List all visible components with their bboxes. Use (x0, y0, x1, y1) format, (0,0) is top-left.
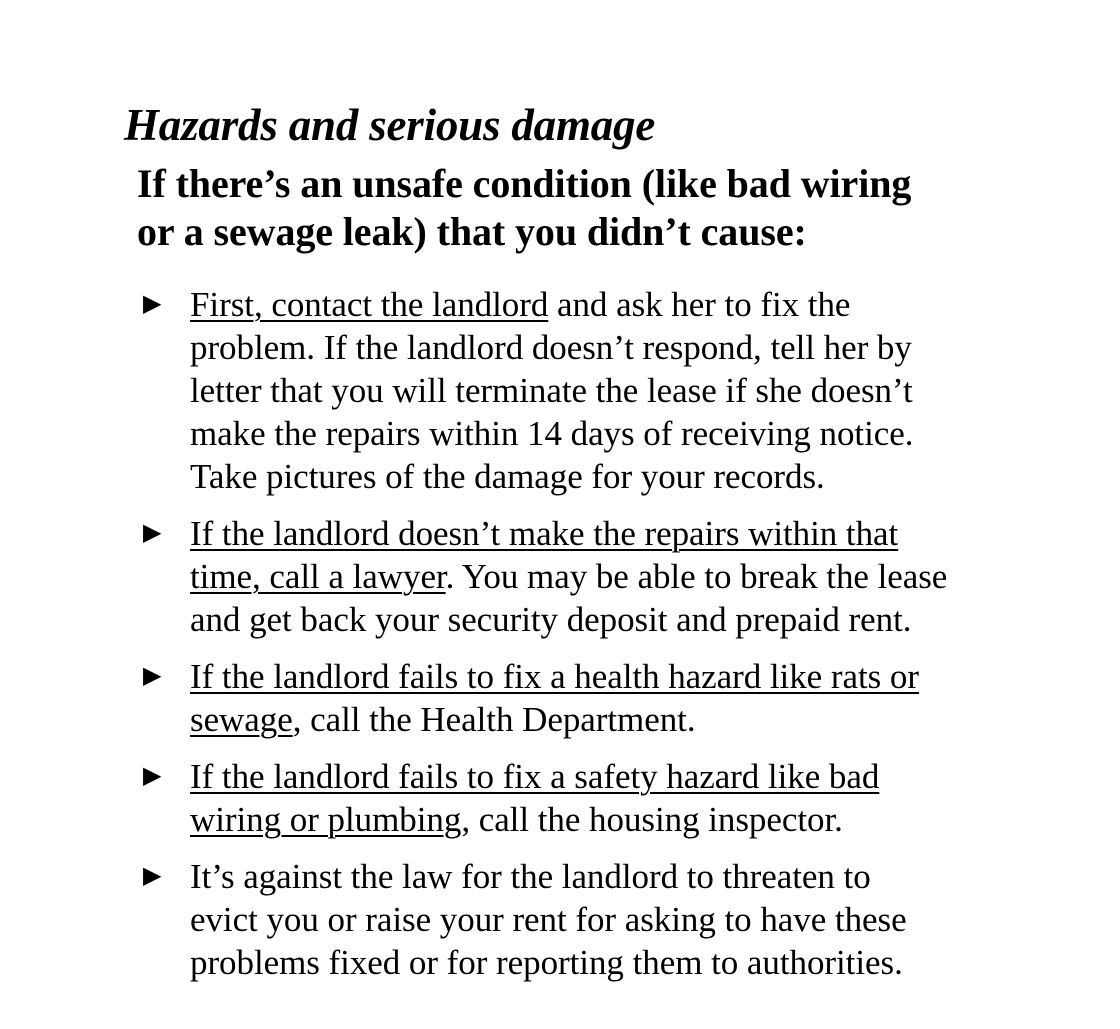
triangle-bullet-icon: ▶ (143, 663, 162, 689)
text-line: letter that you will terminate the lease if she doesn’t (190, 371, 913, 410)
text-line (190, 798, 1020, 841)
triangle-bullet-icon: ▶ (143, 763, 162, 789)
list-item (140, 755, 1020, 841)
text-line (190, 698, 1020, 741)
text-line: problem. If the landlord doesn’t respond, tell her by (190, 328, 912, 367)
section-lead-in-line: If there’s an unsafe condition (like bad wiring (137, 161, 912, 206)
text-line: make the repairs within 14 days of receiving notice. (190, 414, 914, 453)
section-lead-in (137, 160, 1007, 256)
triangle-bullet-icon: ▶ (143, 520, 162, 546)
underlined-phrase: If the landlord fails to fix a safety hazard like bad (190, 757, 880, 796)
list-item (140, 283, 1020, 498)
plain-text: and ask her to fix the (548, 285, 851, 324)
text-line (190, 555, 1020, 598)
list-item (140, 512, 1020, 641)
plain-text: . You may be able to break the lease (445, 557, 948, 596)
page-title: Hazards and serious damage (124, 100, 656, 151)
underlined-phrase: If the landlord fails to fix a health hazard like rats or (190, 657, 919, 696)
section-lead-in-line: or a sewage leak) that you didn’t cause: (137, 209, 807, 254)
text-line (190, 655, 1020, 698)
underlined-phrase: First, contact the landlord (190, 285, 549, 324)
list-item (140, 655, 1020, 741)
text-line: and get back your security deposit and prepaid rent. (190, 600, 912, 639)
text-line: It’s against the law for the landlord to threaten to (190, 857, 871, 896)
underlined-phrase: time, call a lawyer (190, 557, 446, 596)
text-line (190, 512, 1020, 555)
underlined-phrase: wiring or plumbing (190, 800, 462, 839)
triangle-bullet-icon: ▶ (143, 291, 162, 317)
triangle-bullet-icon: ▶ (143, 863, 162, 889)
list-item-text (190, 512, 1020, 641)
list-item-text (190, 655, 1020, 741)
list-item-text (190, 755, 1020, 841)
text-line: evict you or raise your rent for asking to have these (190, 900, 907, 939)
plain-text: , call the Health Department. (292, 700, 696, 739)
text-line: Take pictures of the damage for your records. (190, 457, 825, 496)
plain-text: , call the housing inspector. (461, 800, 843, 839)
text-line (190, 283, 1020, 326)
underlined-phrase: sewage (190, 700, 293, 739)
list-item (140, 855, 1020, 984)
text-line: problems fixed or for reporting them to authorities. (190, 943, 903, 982)
underlined-phrase: If the landlord doesn’t make the repairs within that (190, 514, 899, 553)
list-item-text (190, 855, 1020, 984)
list-item-text (190, 283, 1020, 498)
text-line (190, 755, 1020, 798)
advice-bullet-list (140, 283, 1020, 984)
